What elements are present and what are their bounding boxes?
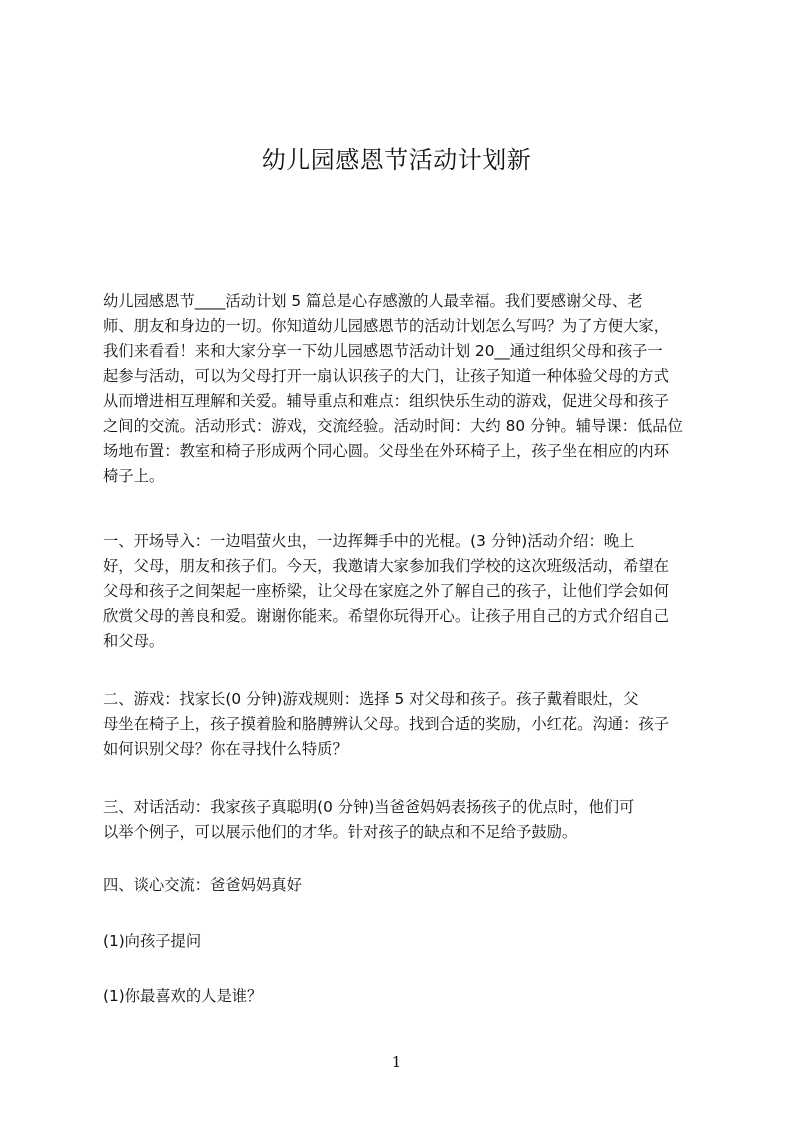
paragraph-section-1 bbox=[103, 529, 700, 654]
paragraph-question-heading bbox=[103, 929, 700, 954]
text-line: 从而增进相互理解和关爱。辅导重点和难点：组织快乐生动的游戏，促进父母和孩子 bbox=[103, 392, 669, 410]
text-line: 如何识别父母？你在寻找什么特质？ bbox=[103, 740, 348, 758]
text-line: (1)你最喜欢的人是谁？ bbox=[103, 987, 263, 1005]
text-line: 欣赏父母的善良和爱。谢谢你能来。希望你玩得开心。让孩子用自己的方式介绍自己 bbox=[103, 607, 669, 625]
text-line: 四、谈心交流：爸爸妈妈真好 bbox=[103, 876, 302, 894]
text-line: 我们来看看！来和大家分享一下幼儿园感恩节活动计划 20__通过组织父母和孩子一 bbox=[103, 342, 663, 360]
text-line: 好，父母，朋友和孩子们。今天，我邀请大家参加我们学校的这次班级活动，希望在 bbox=[103, 557, 669, 575]
text-line: 一、开场导入：一边唱萤火虫，一边挥舞手中的光棍。(3 分钟)活动介绍：晚上 bbox=[103, 532, 635, 550]
text-line: 师、朋友和身边的一切。你知道幼儿园感恩节的活动计划怎么写吗？为了方便大家， bbox=[103, 317, 669, 335]
text-line: 之间的交流。活动形式：游戏，交流经验。活动时间：大约 80 分钟。辅导课：低品位 bbox=[103, 417, 683, 435]
text-line: 父母和孩子之间架起一座桥梁，让父母在家庭之外了解自己的孩子，让他们学会如何 bbox=[103, 582, 669, 600]
paragraph-section-4 bbox=[103, 873, 700, 898]
paragraph-section-2 bbox=[103, 687, 700, 762]
paragraph-intro bbox=[103, 289, 700, 489]
paragraph-question-1 bbox=[103, 984, 700, 1009]
text-line: 二、游戏：找家长(0 分钟)游戏规则：选择 5 对父母和孩子。孩子戴着眼灶，父 bbox=[103, 690, 639, 708]
text-line: 椅子上。 bbox=[103, 467, 165, 485]
text-line: 幼儿园感恩节____活动计划 5 篇总是心存感激的人最幸福。我们要感谢父母、老 bbox=[103, 292, 643, 310]
document-title: 幼儿园感恩节活动计划新 bbox=[261, 146, 532, 174]
text-line: 母坐在椅子上，孩子摸着脸和胳膊辨认父母。找到合适的奖励，小红花。沟通：孩子 bbox=[103, 715, 669, 733]
paragraph-section-3 bbox=[103, 795, 700, 845]
text-line: 场地布置：教室和椅子形成两个同心圆。父母坐在外环椅子上，孩子坐在相应的内环 bbox=[103, 442, 669, 460]
text-line: 起参与活动，可以为父母打开一扇认识孩子的大门，让孩子知道一种体验父母的方式 bbox=[103, 367, 669, 385]
text-line: 和父母。 bbox=[103, 632, 165, 650]
text-line: 三、对话活动：我家孩子真聪明(0 分钟)当爸爸妈妈表扬孩子的优点时，他们可 bbox=[103, 798, 635, 816]
text-line: (1)向孩子提问 bbox=[103, 932, 202, 950]
page-number: 1 bbox=[391, 1053, 402, 1071]
text-line: 以举个例子，可以展示他们的才华。针对孩子的缺点和不足给予鼓励。 bbox=[103, 823, 578, 841]
